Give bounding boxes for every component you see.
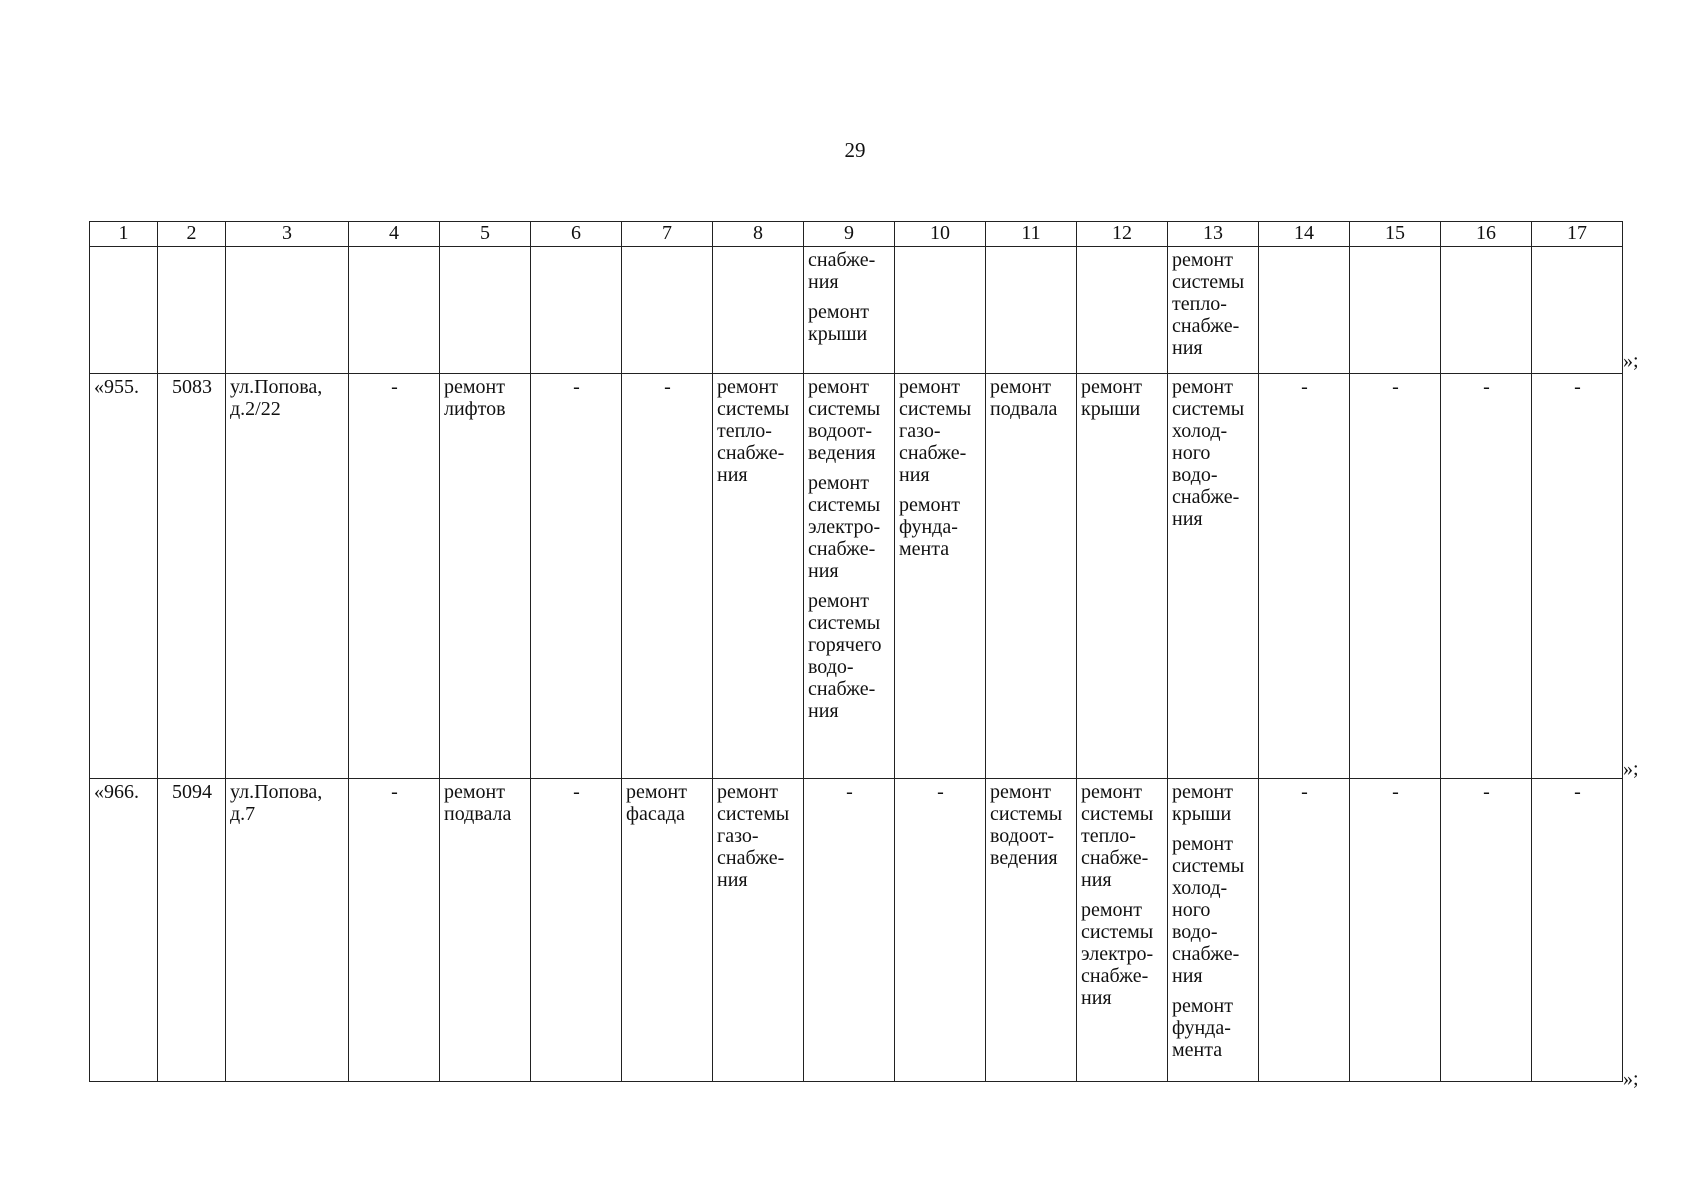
column-header: 12	[1077, 222, 1168, 247]
cell-text: 5083	[172, 376, 212, 398]
repair-schedule-table	[89, 221, 1623, 1082]
table-row	[90, 779, 1623, 1082]
work-cell-col-13	[1168, 247, 1259, 374]
cell-text: ул.Попова, д.7	[230, 781, 323, 825]
dash-mark: -	[573, 376, 580, 398]
row-number-cell	[90, 374, 158, 779]
dash-mark: -	[1483, 781, 1490, 803]
work-cell-col-5	[440, 779, 531, 1082]
work-item: ремонт системы холод- ного водо- снабже- ния	[1172, 833, 1245, 987]
row-end-mark: »;	[1623, 1068, 1639, 1090]
column-number-row	[90, 222, 1623, 247]
work-item: ремонт крыши	[808, 301, 869, 345]
column-header: 16	[1441, 222, 1532, 247]
work-cell-col-8	[713, 779, 804, 1082]
object-code-cell	[158, 374, 226, 779]
work-cell-col-5	[440, 374, 531, 779]
cell-text: 5094	[172, 781, 212, 803]
work-cell-col-6	[531, 779, 622, 1082]
column-header: 3	[226, 222, 349, 247]
row-number-cell	[90, 247, 158, 374]
work-cell-col-10	[895, 247, 986, 374]
work-cell-col-11	[986, 374, 1077, 779]
row-number-cell	[90, 779, 158, 1082]
work-cell-col-13	[1168, 374, 1259, 779]
dash-mark: -	[1574, 376, 1581, 398]
work-cell-col-16	[1441, 779, 1532, 1082]
work-item: ремонт фунда- мента	[899, 494, 960, 560]
work-cell-col-9	[804, 779, 895, 1082]
column-header: 9	[804, 222, 895, 247]
work-cell-col-17	[1532, 374, 1623, 779]
column-header: 15	[1350, 222, 1441, 247]
work-cell-col-6	[531, 374, 622, 779]
dash-mark: -	[1574, 781, 1581, 803]
work-item: ремонт системы тепло- снабже- ния	[1172, 249, 1245, 359]
work-cell-col-12	[1077, 779, 1168, 1082]
column-header: 13	[1168, 222, 1259, 247]
work-item: ремонт фунда- мента	[1172, 995, 1233, 1061]
work-cell-col-8	[713, 374, 804, 779]
address-cell	[226, 374, 349, 779]
cell-text: ул.Попова, д.2/22	[230, 376, 323, 420]
column-header: 17	[1532, 222, 1623, 247]
work-item: ремонт крыши	[1081, 376, 1142, 420]
column-header: 5	[440, 222, 531, 247]
work-cell-col-7	[622, 247, 713, 374]
work-cell-col-12	[1077, 247, 1168, 374]
cell-text: ремонт системы тепло- снабже- ния	[717, 376, 790, 486]
work-cell-col-16	[1441, 247, 1532, 374]
work-cell-col-9	[804, 374, 895, 779]
dash-mark: -	[391, 781, 398, 803]
work-item: -	[846, 781, 853, 803]
work-cell-col-5	[440, 247, 531, 374]
work-cell-col-15	[1350, 779, 1441, 1082]
work-item: снабже- ния	[808, 249, 876, 293]
work-cell-col-4	[349, 779, 440, 1082]
work-cell-col-17	[1532, 779, 1623, 1082]
work-cell-col-4	[349, 374, 440, 779]
work-item: ремонт системы электро- снабже- ния	[808, 472, 881, 582]
dash-mark: -	[664, 376, 671, 398]
work-item: ремонт системы водоот- ведения	[808, 376, 881, 464]
work-cell-col-10	[895, 779, 986, 1082]
column-header: 11	[986, 222, 1077, 247]
work-cell-col-15	[1350, 247, 1441, 374]
cell-text: ремонт системы газо- снабже- ния	[717, 781, 790, 891]
work-cell-col-17	[1532, 247, 1623, 374]
work-cell-col-16	[1441, 374, 1532, 779]
cell-text: ремонт фасада	[626, 781, 687, 825]
dash-mark: -	[573, 781, 580, 803]
work-cell-col-15	[1350, 374, 1441, 779]
address-cell	[226, 247, 349, 374]
work-cell-col-6	[531, 247, 622, 374]
work-cell-col-10	[895, 374, 986, 779]
dash-mark: -	[1483, 376, 1490, 398]
work-cell-col-12	[1077, 374, 1168, 779]
cell-text: «966.	[94, 781, 139, 803]
work-item: ремонт системы тепло- снабже- ния	[1081, 781, 1154, 891]
work-item: ремонт системы горячего водо- снабже- ния	[808, 590, 882, 722]
column-header: 6	[531, 222, 622, 247]
object-code-cell	[158, 779, 226, 1082]
cell-text: ремонт лифтов	[444, 376, 506, 420]
work-cell-col-9	[804, 247, 895, 374]
column-header: 1	[90, 222, 158, 247]
cell-text: ремонт подвала	[444, 781, 512, 825]
column-header: 10	[895, 222, 986, 247]
dash-mark: -	[391, 376, 398, 398]
row-end-mark: »;	[1623, 350, 1639, 372]
work-cell-col-14	[1259, 374, 1350, 779]
work-item: ремонт системы электро- снабже- ния	[1081, 899, 1154, 1009]
work-cell-col-4	[349, 247, 440, 374]
work-cell-col-8	[713, 247, 804, 374]
work-cell-col-14	[1259, 779, 1350, 1082]
work-item: -	[937, 781, 944, 803]
dash-mark: -	[1392, 781, 1399, 803]
dash-mark: -	[1392, 376, 1399, 398]
table-row	[90, 247, 1623, 374]
page-number: 29	[844, 138, 866, 162]
row-end-mark: »;	[1623, 758, 1639, 780]
address-cell	[226, 779, 349, 1082]
table-row	[90, 374, 1623, 779]
column-header: 7	[622, 222, 713, 247]
cell-text: «955.	[94, 376, 139, 398]
work-item: ремонт крыши	[1172, 781, 1233, 825]
work-item: ремонт системы водоот- ведения	[990, 781, 1063, 869]
work-item: ремонт системы газо- снабже- ния	[899, 376, 972, 486]
dash-mark: -	[1301, 376, 1308, 398]
work-item: ремонт системы холод- ного водо- снабже- ния	[1172, 376, 1245, 530]
column-header: 2	[158, 222, 226, 247]
column-header: 8	[713, 222, 804, 247]
work-cell-col-14	[1259, 247, 1350, 374]
work-cell-col-7	[622, 779, 713, 1082]
work-cell-col-11	[986, 779, 1077, 1082]
dash-mark: -	[1301, 781, 1308, 803]
work-cell-col-11	[986, 247, 1077, 374]
column-header: 14	[1259, 222, 1350, 247]
work-item: ремонт подвала	[990, 376, 1058, 420]
work-cell-col-7	[622, 374, 713, 779]
column-header: 4	[349, 222, 440, 247]
work-cell-col-13	[1168, 779, 1259, 1082]
object-code-cell	[158, 247, 226, 374]
